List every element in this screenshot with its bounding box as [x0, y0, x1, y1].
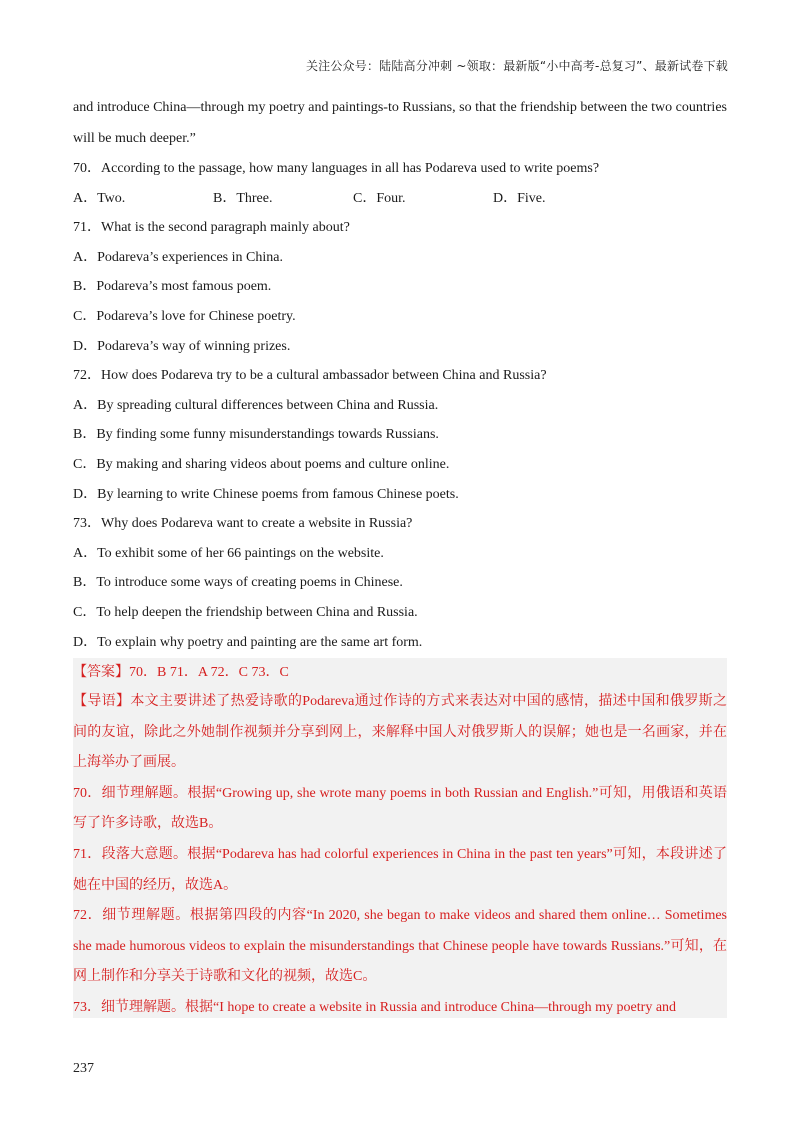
option-a: A．By spreading cultural differences between China and Russia.	[73, 397, 439, 413]
question-stem: 70．According to the passage, how many languages in all has Podareva used to write poems?	[73, 161, 600, 176]
option-c: C．By making and sharing videos about poems and culture online.	[73, 456, 450, 472]
option-c: C．To help deepen the friendship between China and Russia.	[73, 604, 418, 620]
option-c: C．Four.	[353, 190, 406, 206]
question-stem: 72．How does Podareva try to be a cultural ambassador between China and Russia?	[73, 368, 547, 384]
explanation-71: 71．段落大意题。根据“Podareva has had colorful experiences in China in the past ten years”可知，本段讲述了她在中国的经历，故选A。	[73, 846, 727, 893]
option-a: A．Two.	[73, 190, 126, 206]
option-b: B．By finding some funny misunderstandings towards Russians.	[73, 427, 439, 443]
option-a: A．To exhibit some of her 66 paintings on the website.	[73, 545, 384, 561]
option-b: B．Three.	[213, 190, 273, 206]
option-d: D．By learning to write Chinese poems from famous Chinese poets.	[73, 486, 459, 502]
explanation-70: 70．细节理解题。根据“Growing up, she wrote many poems in both Russian and English.”可知，用俄语和英语写了许多诗歌，故选B。	[73, 785, 727, 832]
page-header: 关注公众号：陆陆高分冲刺 ~领取：最新版“小中高考-总复习”、最新试卷下载	[305, 59, 728, 73]
guide-text: 【导语】本文主要讲述了热爱诗歌的Podareva通过作诗的方式来表达对中国的感情，描述中国和俄罗斯之间的友谊，除此之外她制作视频并分享到网上，来解释中国人对俄罗斯人的误解；她也是一名画家，并在上海举办了画展。	[73, 694, 727, 771]
question-73	[73, 509, 727, 657]
question-71	[73, 213, 727, 361]
option-d: D．To explain why poetry and painting are the same art form.	[73, 634, 423, 650]
explanation-73: 73．细节理解题。根据“I hope to create a website in Russia and introduce China—through my poetry and	[73, 999, 677, 1015]
option-d: D．Five.	[493, 190, 546, 206]
option-a: A．Podareva’s experiences in China.	[73, 249, 283, 265]
explanation-72: 72．细节理解题。根据第四段的内容“In 2020, she began to make videos and shared them online… Sometimes she made humorous videos to explain the misunderstandings that Chinese people have towards Russians.”可知，在网上制作和分享关于诗歌和文化的视频，故选C。	[73, 908, 727, 985]
questions-section	[73, 92, 727, 657]
question-72	[73, 361, 727, 509]
question-stem: 73．Why does Podareva want to create a website in Russia?	[73, 516, 413, 532]
option-row	[73, 184, 727, 214]
answer-key: 【答案】70．B 71．A 72．C 73．C	[73, 665, 289, 680]
option-b: B．To introduce some ways of creating poems in Chinese.	[73, 575, 403, 591]
option-c: C．Podareva’s love for Chinese poetry.	[73, 308, 296, 324]
question-stem: 71．What is the second paragraph mainly about?	[73, 220, 350, 236]
option-b: B．Podareva’s most famous poem.	[73, 279, 272, 295]
option-d: D．Podareva’s way of winning prizes.	[73, 338, 291, 354]
answer-section	[73, 658, 727, 1018]
page-number: 237	[73, 1061, 94, 1076]
intro-paragraph: and introduce China—through my poetry and paintings-to Russians, so that the friendship between the two countries will be much deeper.”	[73, 100, 727, 146]
question-70	[73, 154, 727, 213]
